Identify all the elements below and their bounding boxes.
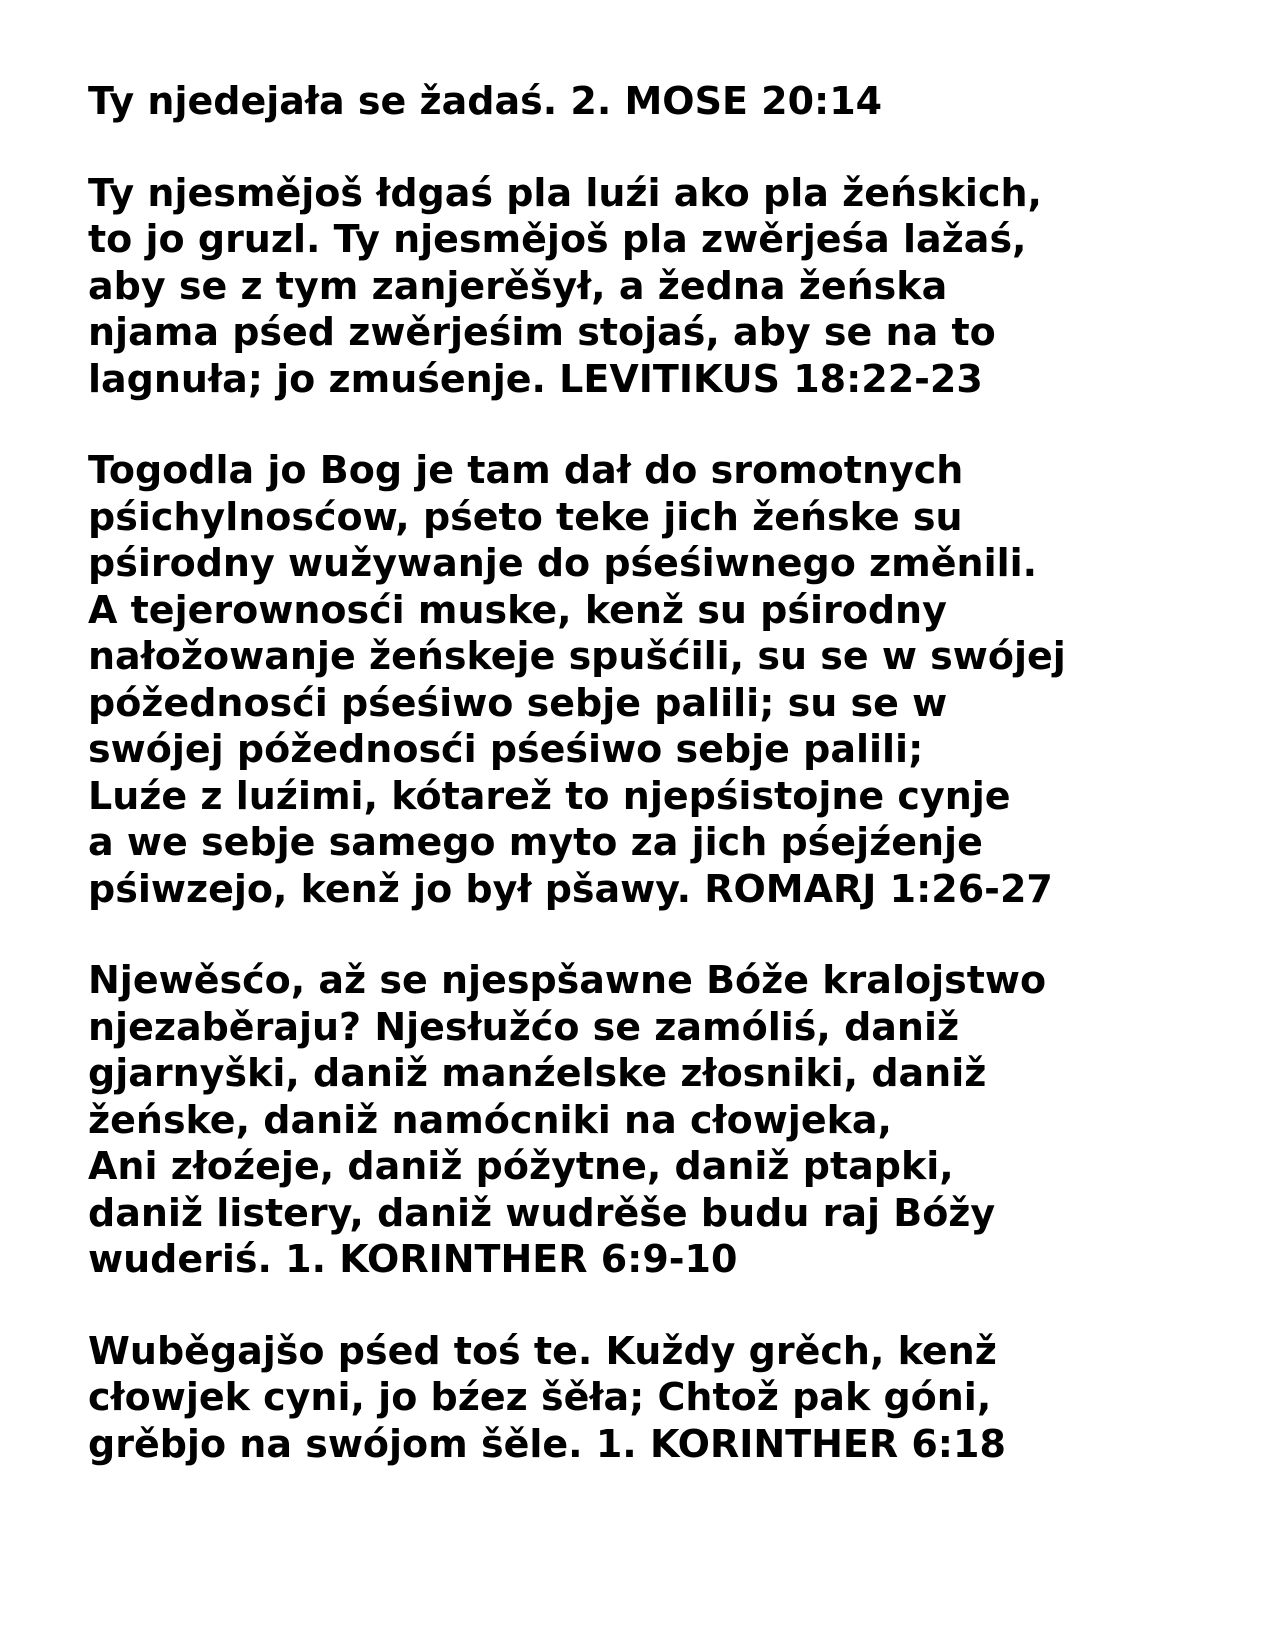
paragraph-romans — [88, 447, 1248, 912]
paragraph-corinthians-6-18 — [88, 1328, 1248, 1468]
text-line: pśiwzejo, kenž jo był pšawy. ROMARJ 1:26-27 — [88, 866, 1053, 911]
text-line: wuderiś. 1. KORINTHER 6:9-10 — [88, 1237, 738, 1281]
text-line: žeńske, daniž namócniki na cłowjeka, — [88, 1097, 892, 1142]
text-line: aby se z tym zanjerěšył, a žedna žeńska — [88, 263, 948, 308]
paragraph-leviticus — [88, 170, 1248, 403]
text-line: Luźe z luźimi, kótarež to njepśistojne cynje — [88, 773, 1011, 818]
text-line: Ty njesmějoš łdgaś pla luźi ako pla žeńskich, — [88, 170, 1042, 215]
text-line: lagnuła; jo zmuśenje. LEVITIKUS 18:22-23 — [88, 356, 983, 401]
text-line: grěbjo na swójom šěle. 1. KORINTHER 6:18 — [88, 1421, 1006, 1466]
paragraph-corinthians-6-9 — [88, 957, 1248, 1283]
text-line: Wuběgajšo pśed toś te. Kuždy grěch, kenž — [88, 1328, 997, 1373]
text-line: Togodla jo Bog je tam dał do sromotnych — [88, 448, 964, 492]
text-line: nałožowanje žeńskeje spušćili, su se w swójej — [88, 634, 1066, 678]
paragraph-exodus — [88, 78, 1248, 125]
text-line: Njewěsćo, až se njespšawne Bóže kralojstwo — [88, 958, 1047, 1002]
text-line: póžednosći pśeśiwo sebje palili; su se w — [88, 680, 948, 725]
text-line: Ani złoźeje, daniž póžytne, daniž ptapki, — [88, 1144, 954, 1188]
text-line: pśichylnosćow, pśeto teke jich žeńske su — [88, 494, 963, 539]
text-line: pśirodny wužywanje do pśeśiwnego změnili. — [88, 541, 1038, 585]
document-page — [88, 78, 1248, 1512]
text-line: Ty njedejała se žadaś. 2. MOSE 20:14 — [88, 79, 883, 123]
text-line: to jo gruzl. Ty njesmějoš pla zwěrjeśa lažaś, — [88, 217, 1027, 261]
text-line: daniž listery, daniž wudrěše budu raj Bóžy — [88, 1190, 996, 1235]
text-line: A tejerownosći muske, kenž su pśirodny — [88, 587, 947, 632]
text-line: cłowjek cyni, jo bźez šěła; Chtož pak góni, — [88, 1375, 992, 1419]
text-line: njezaběraju? Njesłužćo se zamóliś, daniž — [88, 1004, 960, 1049]
text-line: njama pśed zwěrjeśim stojaś, aby se na to — [88, 310, 996, 354]
text-line: a we sebje samego myto za jich pśejźenje — [88, 820, 983, 864]
text-line: swójej póžednosći pśeśiwo sebje palili; — [88, 727, 924, 771]
text-line: gjarnyški, daniž manźelske złosniki, daniž — [88, 1051, 987, 1095]
